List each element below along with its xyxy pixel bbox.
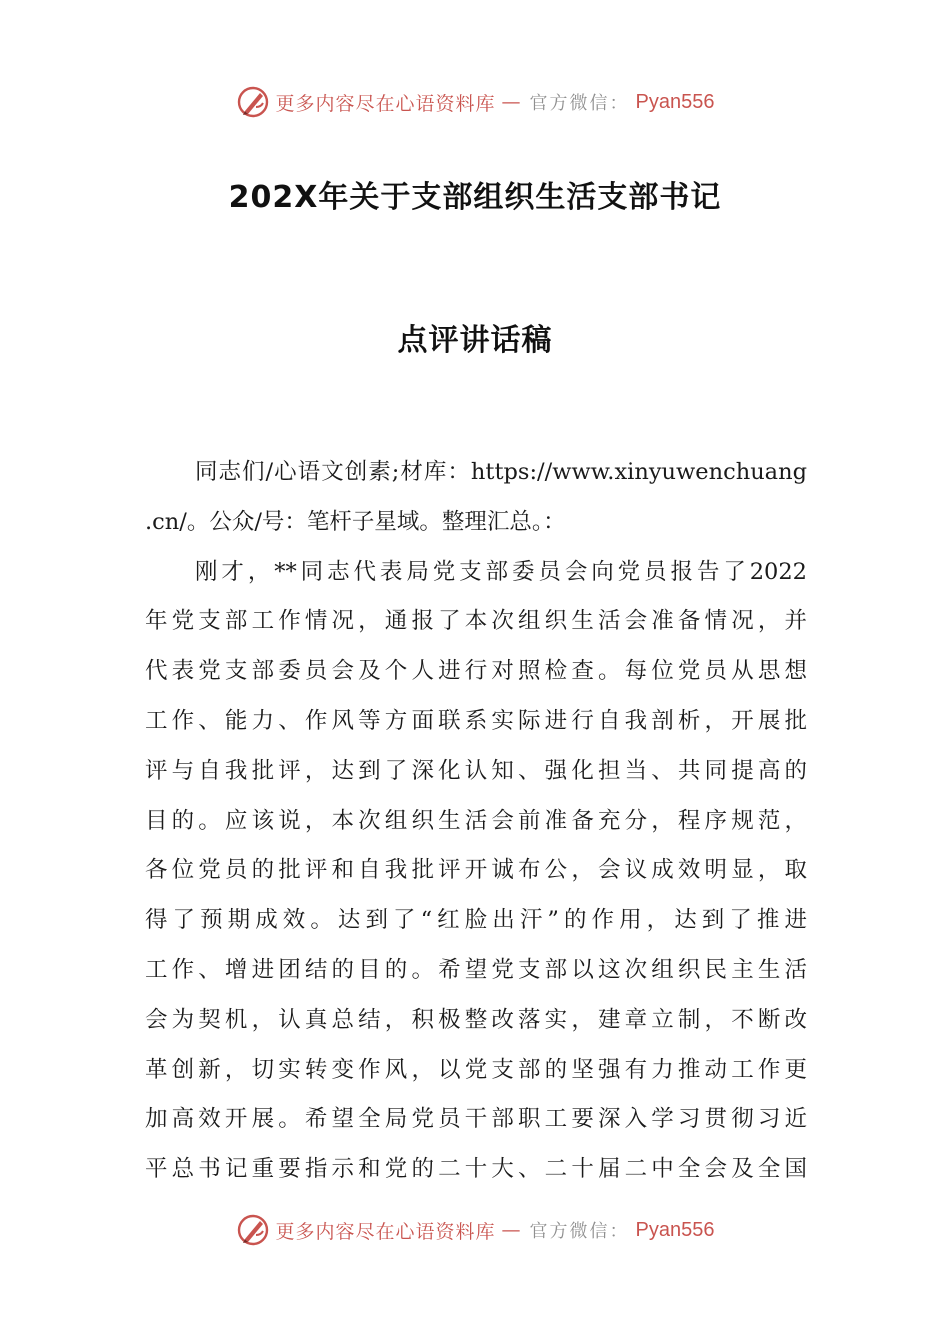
body-line: 刚才，**同志代表局党支部委员会向党员报告了2022 — [195, 558, 807, 585]
document-title-line-1: 202X年关于支部组织生活支部书记 — [228, 180, 722, 215]
document-body — [145, 448, 807, 1195]
watermark-dash: — — [501, 91, 522, 113]
body-line: 平总书记重要指示和党的二十大、二十届二中全会及全国 — [145, 1156, 807, 1183]
watermark-wechat-label: 官方微信： — [529, 93, 630, 114]
body-line: 得了预期成效。达到了“红脸出汗”的作用，达到了推进 — [145, 907, 807, 934]
body-line: 代表党支部委员会及个人进行对照检查。每位党员从思想 — [145, 658, 807, 685]
body-line: 目的。应该说，本次组织生活会前准备充分，程序规范， — [145, 807, 807, 834]
watermark-banner-top — [0, 82, 950, 122]
body-line: 加高效开展。希望全局党员干部职工要深入学习贯彻习近 — [145, 1106, 807, 1133]
watermark-wechat-id: Pyan556 — [635, 90, 715, 113]
watermark-banner-bottom — [0, 1210, 950, 1250]
watermark-brand-text: 更多内容尽在心语资料库 — [275, 92, 496, 115]
body-line: 年党支部工作情况，通报了本次组织生活会准备情况，并 — [145, 608, 807, 635]
body-line: .cn/。公众/号：笔杆子星域。整理汇总。： — [145, 508, 566, 535]
body-line: 会为契机，认真总结，积极整改落实，建章立制，不断改 — [145, 1006, 807, 1033]
pen-logo-icon — [236, 85, 270, 119]
body-line: 评与自我批评，达到了深化认知、强化担当、共同提高的 — [145, 757, 807, 784]
pen-logo-icon — [236, 1213, 270, 1247]
watermark-wechat-id: Pyan556 — [635, 1218, 715, 1241]
body-line: 各位党员的批评和自我批评开诚布公，会议成效明显，取 — [145, 857, 807, 884]
body-line: 革创新，切实转变作风，以党支部的坚强有力推动工作更 — [145, 1056, 807, 1083]
watermark-brand-text: 更多内容尽在心语资料库 — [275, 1220, 496, 1243]
document-title-line-2: 点评讲话稿 — [397, 323, 553, 358]
body-line: 工作、能力、作风等方面联系实际进行自我剖析，开展批 — [145, 707, 807, 734]
body-line: 同志们/心语文创素;材库：https://www.xinyuwenchuang — [195, 459, 807, 485]
watermark-wechat-label: 官方微信： — [529, 1221, 630, 1242]
watermark-dash: — — [501, 1219, 522, 1241]
body-line: 工作、增进团结的目的。希望党支部以这次组织民主生活 — [145, 956, 807, 983]
